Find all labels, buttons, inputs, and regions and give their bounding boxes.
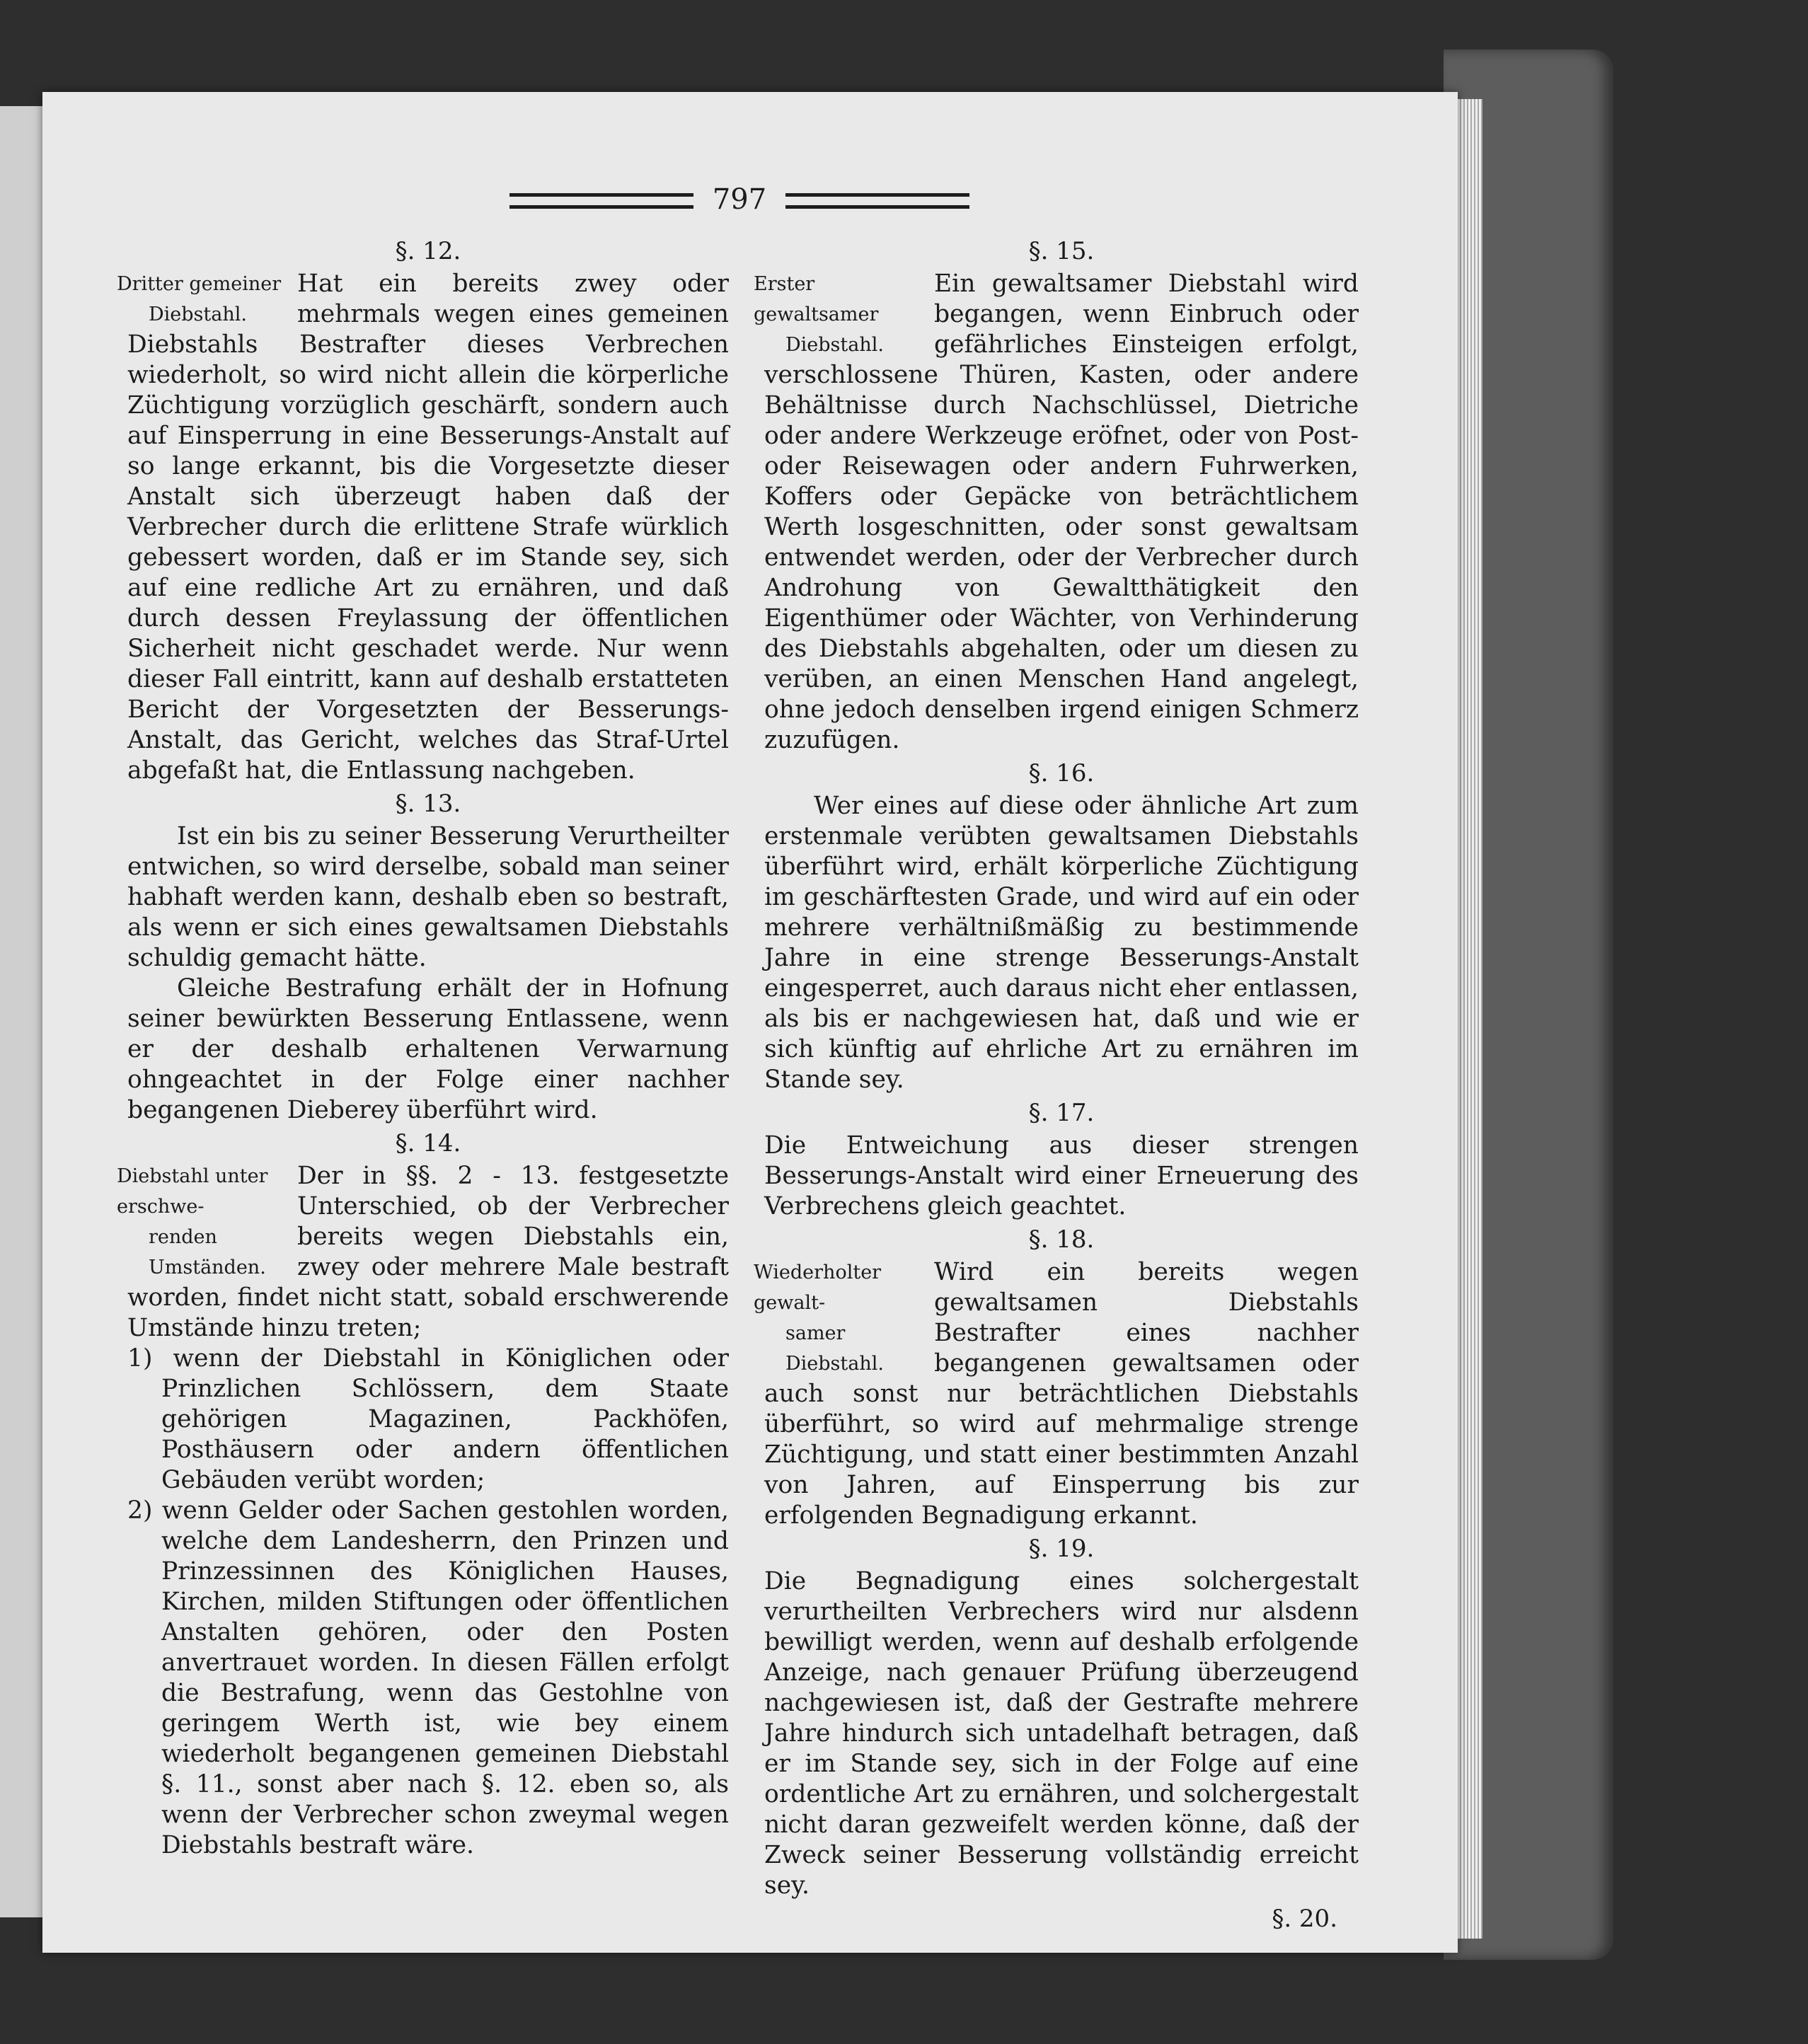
margin-note-line: Diebstahl. (785, 334, 884, 356)
section-heading-16: §. 16. (1028, 759, 1095, 787)
section-heading-15: §. 15. (1028, 237, 1095, 265)
right-column (754, 233, 1359, 1936)
margin-note-14 (117, 1161, 290, 1283)
section-text-13-p1: Ist ein bis zu seiner Besserung Verurtheilter entwichen, so wird derselbe, sobald man seiner habhaft werden kann, deshalb eben so bestraft, als wenn er sich eines gewaltsamen Diebstahls schuldig gemacht hätte. (127, 822, 729, 972)
list-item-1: 1) wenn der Diebstahl in Königlichen oder Prinzlichen Schlössern, dem Staate gehörigen Magazinen, Packhöfen, Posthäusern oder andern öffentlichen Gebäuden verübt worden; (127, 1344, 729, 1494)
margin-note-line: Diebstahl unter erschwe- (117, 1165, 268, 1218)
margin-note-line: Dritter gemeiner (117, 273, 282, 295)
section-heading-18: §. 18. (1028, 1225, 1095, 1254)
section-heading-17: §. 17. (1028, 1099, 1095, 1127)
list-item-2: 2) wenn Gelder oder Sachen gestohlen worden, welche dem Landesherrn, den Prinzen und Prinzessinnen des Königlichen Hauses, Kirchen, milden Stiftungen oder öffentlichen Anstalten gehören, oder den Posten anvertrauet worden. In diesen Fällen erfolgt die Bestrafung, wenn das Gestohlne von geringem Werth ist, wie bey einem wiederholt begangenen gemeinen Diebstahl §. 11., sonst aber nach §. 12. eben so, als wenn der Verbrecher schon zweymal wegen Diebstahls bestraft wäre. (127, 1496, 729, 1859)
margin-note-line: Wiederholter gewalt- (754, 1261, 882, 1314)
margin-note-line: samer Diebstahl. (785, 1322, 884, 1375)
margin-note-line: Diebstahl. (149, 304, 247, 325)
margin-note-18 (754, 1257, 927, 1379)
section-text-12: Hat ein bereits zwey oder mehrmals wegen eines gemeinen Diebstahls Bestrafter dieses Verbrechen wiederholt, so wird nicht allein die körperliche Züchtigung vorzüglich geschärft, sondern auch auf Einsperrung in eine Besserungs-Anstalt auf so lange erkannt, bis die Vorgesetzte dieser Anstalt sich überzeugt haben daß der Verbrecher durch die erlittene Strafe würklich gebessert worden, daß er im Stande sey, sich auf eine redliche Art zu ernähren, und daß durch dessen Freylassung der öffentlichen Sicherheit nicht geschadet werde. Nur wenn dieser Fall eintritt, kann auf deshalb erstatteten Bericht der Vorgesetzten der Besserungs-Anstalt, das Gericht, welches das Straf-Urtel abgefaßt hat, die Entlassung nachgeben. (127, 270, 729, 785)
section-heading-14: §. 14. (395, 1129, 461, 1157)
page-stack-edge (1454, 99, 1482, 1939)
catchword: §. 20. (1272, 1905, 1337, 1933)
section-text-17: Die Entweichung aus dieser strengen Besserungs-Anstalt wird einer Erneuerung des Verbrechens gleich geachtet. (764, 1131, 1359, 1220)
margin-note-line: renden Umständen. (149, 1226, 266, 1278)
left-column (117, 233, 729, 1861)
section-heading-13: §. 13. (395, 790, 461, 818)
margin-note-line: Erster gewaltsamer (754, 273, 879, 325)
header-rule-right (785, 193, 969, 209)
margin-note-12 (117, 269, 290, 330)
section-text-13-p2: Gleiche Bestrafung erhält der in Hofnung seiner bewürkten Besserung Entlassene, wenn er der deshalb erhaltenen Verwarnung ohngeachtet in der Folge einer nachher begangenen Dieberey überführt wird. (127, 974, 729, 1124)
section-text-19: Die Begnadigung eines solchergestalt verurtheilten Verbrechers wird nur alsdenn bewilligt werden, wenn auf deshalb erfolgende Anzeige, nach genauer Prüfung überzeugend nachgewiesen ist, daß der Gestrafte mehrere Jahre hindurch sich untadelhaft betragen, daß er im Stande sey, sich in der Folge auf eine ordentliche Art zu ernähren, und solchergestalt nicht daran gezweifelt werden könne, daß der Zweck seiner Besserung vollständig erreicht sey. (764, 1567, 1359, 1900)
section-text-14: Der in §§. 2 - 13. festgesetzte Unterschied, ob der Verbrecher bereits wegen Diebstahls ein, zwey oder mehrere Male bestraft worden, findet nicht statt, sobald erschwerende Umstände hinzu treten; (127, 1162, 729, 1342)
header-rule-left (509, 193, 693, 209)
margin-note-15 (754, 269, 927, 360)
page-number: 797 (712, 183, 767, 216)
section-text-18: Wird ein bereits wegen gewaltsamen Diebstahls Bestrafter eines nachher begangenen gewaltsamen oder auch sonst nur beträchtlichen Diebstahls überführt, so wird auf mehrmalige strenge Züchtigung, und statt einer bestimmten Anzahl von Jahren, auf Einsperrung bis zur erfolgenden Begnadigung erkannt. (764, 1258, 1359, 1530)
section-heading-12: §. 12. (395, 237, 461, 265)
section-text-16: Wer eines auf diese oder ähnliche Art zum erstenmale verübten gewaltsamen Diebstahls überführt wird, erhält körperliche Züchtigung im geschärftesten Grade, und wird auf ein oder mehrere verhältnißmäßig zu bestimmende Jahre in eine strenge Besserungs-Anstalt eingesperret, auch daraus nicht eher entlassen, als bis er nachgewiesen hat, daß und wie er sich künftig auf ehrliche Art zu ernähren im Stande sey. (764, 792, 1359, 1094)
section-heading-19: §. 19. (1028, 1535, 1095, 1563)
section-text-15: Ein gewaltsamer Diebstahl wird begangen, wenn Einbruch oder gefährliches Einsteigen erfolgt, verschlossene Thüren, Kasten, oder andere Behältnisse durch Nachschlüssel, Dietriche oder andere Werkzeuge eröfnet, oder von Post- oder Reisewagen oder andern Fuhrwerken, Koffers oder Gepäcke von beträchtlichem Werth losgeschnitten, oder sonst gewaltsam entwendet werden, oder der Verbrecher durch Androhung von Gewaltthätigkeit den Eigenthümer oder Wächter, von Verhinderung des Diebstahls abgehalten, oder um diesen zu verüben, an einen Menschen Hand angelegt, ohne jedoch denselben irgend einigen Schmerz zuzufügen. (764, 270, 1359, 754)
page-header (509, 183, 955, 216)
